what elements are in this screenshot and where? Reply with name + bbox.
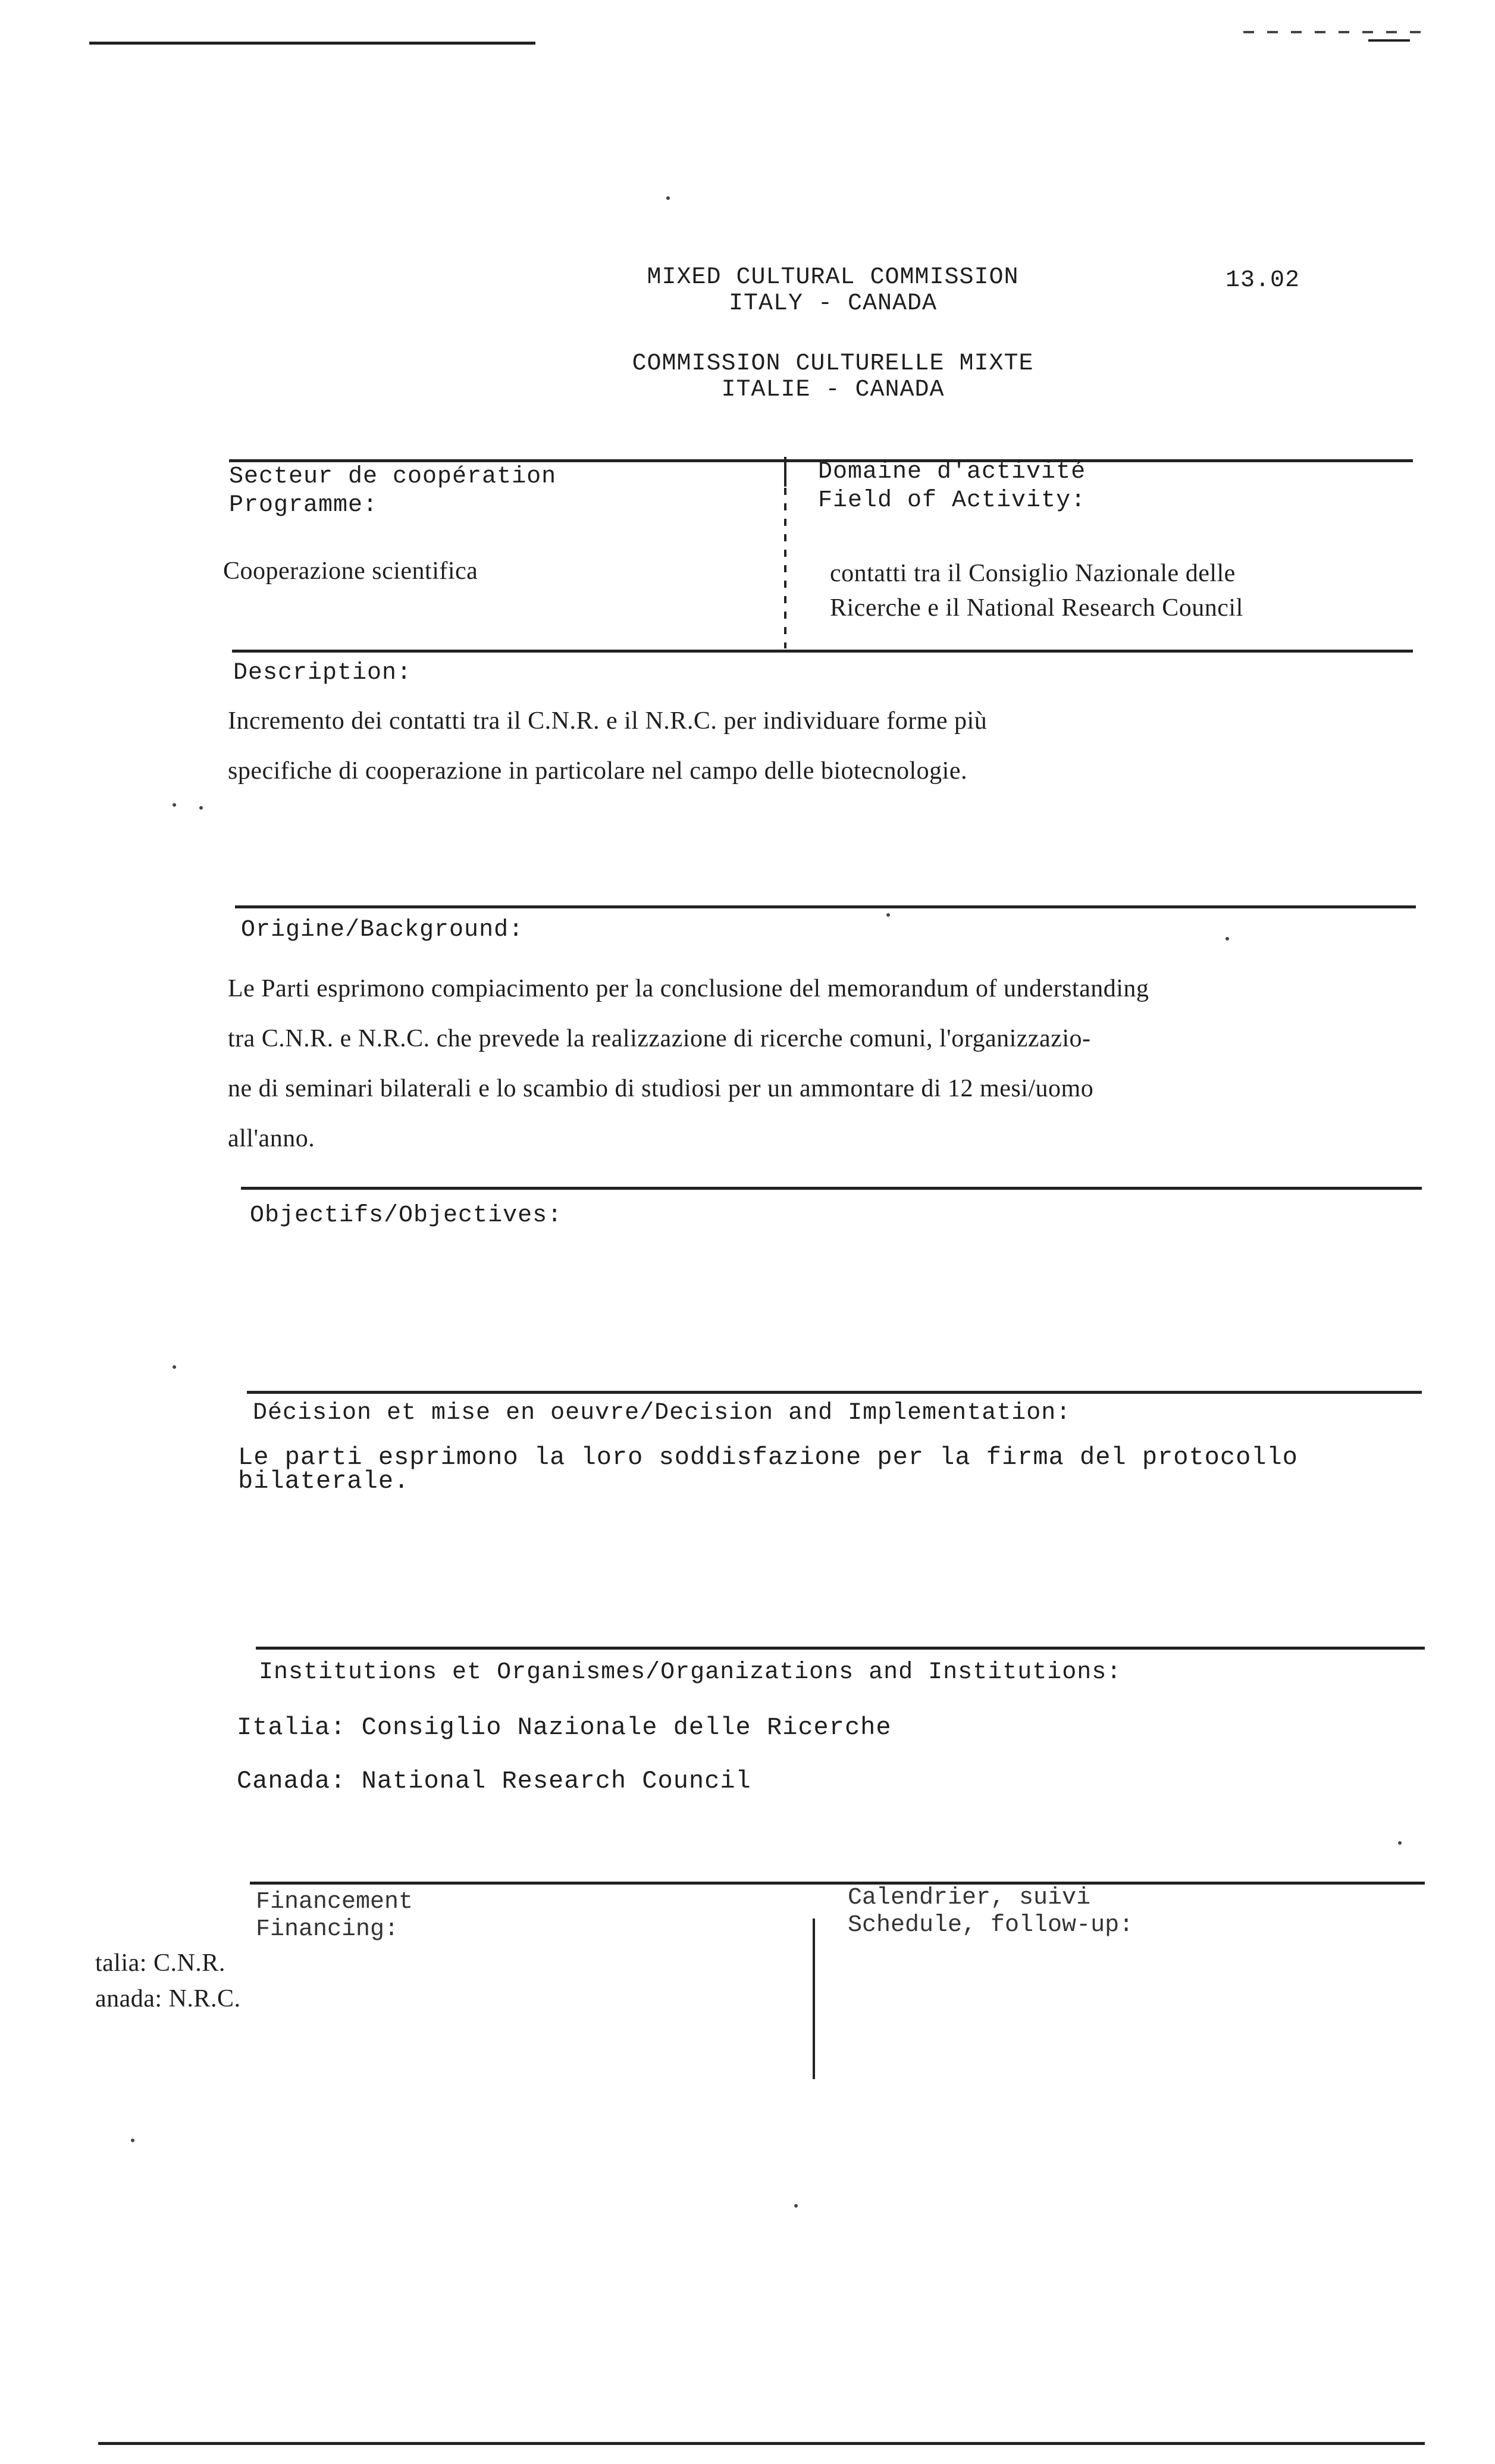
header-title <box>595 265 1071 317</box>
financing-divider <box>813 1918 815 2079</box>
header-line-2: ITALY - CANADA <box>728 290 938 317</box>
institutions-italy: Italia: Consiglio Nazionale delle Ricerche <box>237 1713 892 1742</box>
domain-value <box>830 556 1243 625</box>
bottom-rule <box>98 2442 1425 2445</box>
description-label: Description: <box>233 660 412 686</box>
objectives-label: Objectifs/Objectives: <box>250 1202 563 1229</box>
background-line-1: Le Parti esprimono compiacimento per la conclusione del memorandum of understanding <box>228 975 1149 1002</box>
top-right-dashes <box>1243 31 1422 33</box>
financing-label <box>256 1889 413 1943</box>
background-text <box>228 964 1149 1164</box>
financing-label-2: Financing: <box>256 1916 399 1943</box>
sector-label-1: Secteur de coopération <box>229 463 557 490</box>
description-rule <box>232 650 1413 653</box>
institutions-rule <box>256 1647 1425 1650</box>
background-line-4: all'anno. <box>228 1125 315 1152</box>
top-right-mark <box>1368 39 1410 42</box>
decision-line-1: Le parti esprimono la loro soddisfazione per la firma del protocollo <box>238 1443 1298 1472</box>
header-subtitle <box>595 351 1071 403</box>
top-left-rule <box>89 42 535 45</box>
description-line-1: Incremento dei contatti tra il C.N.R. e il N.R.C. per individuare forme più <box>228 707 988 735</box>
domain-label-2: Field of Activity: <box>818 487 1086 514</box>
background-rule <box>235 905 1416 908</box>
domain-label <box>818 458 1086 515</box>
domain-value-line-1: contatti tra il Consiglio Nazionale delle <box>830 560 1236 587</box>
sector-divider <box>784 457 786 487</box>
financing-label-1: Financement <box>256 1889 413 1916</box>
scan-speck <box>173 1365 176 1369</box>
institutions-canada: Canada: National Research Council <box>237 1767 751 1795</box>
background-label: Origine/Background: <box>241 917 524 943</box>
scan-speck <box>199 806 203 810</box>
institutions-label: Institutions et Organismes/Organizations and Institutions: <box>259 1659 1122 1686</box>
domain-value-line-2: Ricerche e il National Research Council <box>830 594 1243 622</box>
decision-label: Décision et mise en oeuvre/Decision and Implementation: <box>253 1400 1071 1427</box>
header-line-4: ITALIE - CANADA <box>721 377 945 403</box>
financing-canada: anada: N.R.C. <box>95 1985 241 2012</box>
financing-rule <box>250 1882 1425 1885</box>
schedule-label-2: Schedule, follow-up: <box>848 1912 1134 1939</box>
sector-label <box>229 463 556 520</box>
scan-speck <box>173 803 176 807</box>
scan-speck <box>794 2204 798 2208</box>
background-line-3: ne di seminari bilaterali e lo scambio di studiosi per un ammontare di 12 mesi/uomo <box>228 1075 1094 1102</box>
decision-rule <box>247 1391 1422 1394</box>
scan-speck <box>131 2139 134 2142</box>
description-line-2: specifiche di cooperazione in particolare nel campo delle biotecnologie. <box>228 757 967 785</box>
scan-speck <box>666 196 670 200</box>
objectives-rule <box>241 1187 1422 1190</box>
decision-text <box>238 1443 1298 1496</box>
scan-speck <box>1398 1841 1402 1845</box>
header-line-1: MIXED CULTURAL COMMISSION <box>647 264 1019 291</box>
header-line-3: COMMISSION CULTURELLE MIXTE <box>632 350 1034 377</box>
domain-label-1: Domaine d'activité <box>818 459 1086 485</box>
schedule-label-1: Calendrier, suivi <box>848 1885 1091 1911</box>
financing-values <box>95 1945 240 2017</box>
sector-label-2: Programme: <box>229 492 378 519</box>
background-line-2: tra C.N.R. e N.R.C. che prevede la realizzazione di ricerche comuni, l'organizzazio- <box>228 1025 1091 1052</box>
sector-value: Cooperazione scientifica <box>223 557 478 585</box>
sector-divider-dashed <box>784 488 786 648</box>
decision-line-2: bilaterale. <box>238 1467 410 1496</box>
scan-speck <box>1226 937 1229 941</box>
scan-speck <box>886 913 890 917</box>
description-text <box>228 696 987 796</box>
schedule-label <box>848 1885 1133 1939</box>
ref-number: 13.02 <box>1226 267 1300 294</box>
financing-italy: talia: C.N.R. <box>95 1949 225 1977</box>
